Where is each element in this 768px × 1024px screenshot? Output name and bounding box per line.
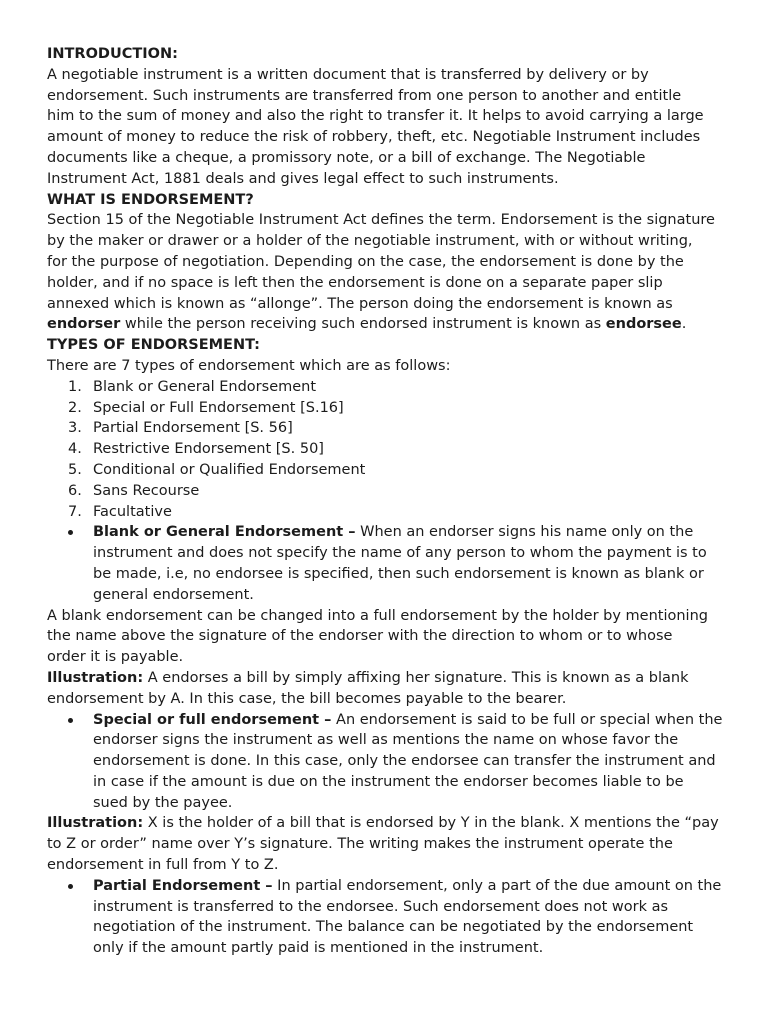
intro-line: amount of money to reduce the risk of robbery, theft, etc. Negotiable Instrument includes <box>47 129 701 146</box>
intro-line: documents like a cheque, a promissory note, or a bill of exchange. The Negotiable <box>47 149 646 166</box>
intro-line: him to the sum of money and also the right to transfer it. It helps to avoid carrying a large <box>47 108 704 125</box>
bullet-dot-icon <box>68 718 73 723</box>
what-line: holder, and if no space is left then the endorsement is done on a separate paper slip <box>47 274 663 291</box>
list-text: Facultative <box>93 503 172 520</box>
bullet-line: endorser signs the instrument as well as mentions the name on whose favor the <box>93 732 679 749</box>
illustration-text: X is the holder of a bill that is endorsed by Y in the blank. X mentions the “pay <box>143 815 719 832</box>
term-endorsee: endorsee <box>605 316 682 333</box>
illustration-label: Illustration: <box>47 669 144 686</box>
list-number: 2. <box>68 399 82 416</box>
list-number: 1. <box>68 378 82 395</box>
list-text: Special or Full Endorsement [S.16] <box>93 399 344 416</box>
what-line: Section 15 of the Negotiable Instrument Act defines the term. Endorsement is the signature <box>47 212 715 229</box>
bullet-dot-icon <box>68 884 73 889</box>
list-number: 7. <box>68 503 82 520</box>
what-heading: WHAT IS ENDORSEMENT? <box>47 191 254 208</box>
bullet-line: in case if the amount is due on the instrument the endorser becomes liable to be <box>93 773 684 790</box>
what-line: annexed which is known as “allonge”. The person doing the endorsement is known as <box>47 295 673 312</box>
bullet-special-endorsement <box>47 710 728 814</box>
type-list-item <box>47 439 728 460</box>
blank-para-line: order it is payable. <box>47 649 184 666</box>
type-list-item <box>47 398 728 419</box>
intro-line: A negotiable instrument is a written document that is transferred by delivery or by <box>47 66 649 83</box>
illustration-text: A endorses a bill by simply affixing her signature. This is known as a blank <box>143 669 689 686</box>
type-list-item <box>47 481 728 502</box>
list-text: Conditional or Qualified Endorsement <box>93 461 366 478</box>
what-last-end: . <box>681 316 687 333</box>
bullet-text: In partial endorsement, only a part of the due amount on the <box>272 877 722 894</box>
illustration-blank <box>47 668 728 689</box>
bullet-line: instrument and does not specify the name of any person to whom the payment is to <box>93 545 707 562</box>
illustration-line: endorsement in full from Y to Z. <box>47 857 279 874</box>
types-intro: There are 7 types of endorsement which are as follows: <box>47 357 451 374</box>
bullet-title: Special or full endorsement – <box>93 711 332 728</box>
list-number: 6. <box>68 482 82 499</box>
bullet-text: An endorsement is said to be full or special when the <box>331 711 723 728</box>
list-text: Blank or General Endorsement <box>93 378 317 395</box>
intro-line: Instrument Act, 1881 deals and gives legal effect to such instruments. <box>47 170 559 187</box>
bullet-partial-endorsement <box>47 876 728 959</box>
bullet-line: instrument is transferred to the endorsee. Such endorsement does not work as <box>93 898 669 915</box>
bullet-line: be made, i.e, no endorsee is specified, then such endorsement is known as blank or <box>93 565 704 582</box>
bullet-blank-endorsement <box>47 522 728 605</box>
list-text: Restrictive Endorsement [S. 50] <box>93 441 324 458</box>
types-heading: TYPES OF ENDORSEMENT: <box>47 337 260 354</box>
blank-para-line: the name above the signature of the endorser with the direction to whom or to whose <box>47 628 673 645</box>
intro-line: endorsement. Such instruments are transferred from one person to another and entitle <box>47 87 682 104</box>
illustration-line: endorsement by A. In this case, the bill becomes payable to the bearer. <box>47 690 567 707</box>
blank-para-line: A blank endorsement can be changed into a full endorsement by the holder by mentioning <box>47 607 708 624</box>
what-last-mid: while the person receiving such endorsed instrument is known as <box>120 316 606 333</box>
what-line: for the purpose of negotiation. Depending on the case, the endorsement is done by the <box>47 253 684 270</box>
type-list-item <box>47 418 728 439</box>
term-endorser: endorser <box>47 316 121 333</box>
bullet-dot-icon <box>68 530 73 535</box>
type-list-item <box>47 460 728 481</box>
bullet-line: general endorsement. <box>93 586 254 603</box>
intro-heading: INTRODUCTION: <box>47 46 178 62</box>
bullet-title: Partial Endorsement – <box>93 877 273 894</box>
bullet-line: sued by the payee. <box>93 794 233 811</box>
illustration-special <box>47 813 728 834</box>
type-list-item <box>47 377 728 398</box>
bullet-text: When an endorser signs his name only on the <box>355 524 694 541</box>
bullet-title: Blank or General Endorsement – <box>93 524 356 541</box>
what-line: by the maker or drawer or a holder of the negotiable instrument, with or without writing, <box>47 233 693 250</box>
bullet-line: only if the amount partly paid is mentioned in the instrument. <box>93 940 544 957</box>
bullet-line: endorsement is done. In this case, only the endorsee can transfer the instrument and <box>93 753 716 770</box>
illustration-label: Illustration: <box>47 815 144 832</box>
type-list-item <box>47 502 728 523</box>
bullet-line: negotiation of the instrument. The balance can be negotiated by the endorsement <box>93 919 694 936</box>
list-text: Sans Recourse <box>93 482 200 499</box>
list-number: 5. <box>68 461 82 478</box>
list-number: 4. <box>68 441 82 458</box>
list-number: 3. <box>68 420 82 437</box>
illustration-line: to Z or order” name over Y’s signature. The writing makes the instrument operate the <box>47 836 673 853</box>
list-text: Partial Endorsement [S. 56] <box>93 420 293 437</box>
what-last-line <box>47 314 728 335</box>
